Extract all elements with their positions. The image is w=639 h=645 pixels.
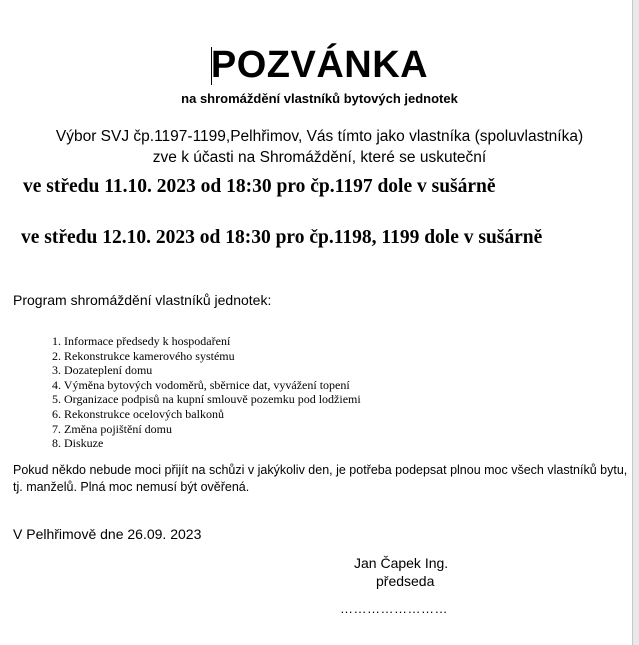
intro-line-1: Výbor SVJ čp.1197-1199,Pelhřimov, Vás tímto jako vlastníka (spoluvlastníka): [55, 128, 584, 145]
document-title: POZVÁNKA: [210, 44, 429, 86]
agenda-list: [52, 334, 361, 451]
agenda-item: 3. Dozateplení domu: [52, 363, 153, 378]
agenda-item: 6. Rekonstrukce ocelových balkonů: [52, 406, 224, 421]
agenda-item: 8. Diskuze: [52, 436, 104, 451]
agenda-item: 5. Organizace podpisů na kupní smlouvě pozemku pod lodžiemi: [52, 392, 361, 407]
proxy-note: Pokud někdo nebude moci přijít na schůzi v jakýkoliv den, je potřeba podepsat plnou moc všech vlastníků bytu, tj. manželů. Plná moc nemusí být ověřená.: [13, 463, 628, 494]
signature-line: ……………………: [340, 601, 448, 616]
meeting-date-1: ve středu 11.10. 2023 od 18:30 pro čp.1197 dole v sušárně: [23, 176, 496, 197]
intro-line-2: zve k účasti na Shromáždění, které se uskuteční: [152, 149, 487, 166]
program-title: Program shromáždění vlastníků jednotek:: [13, 292, 272, 308]
agenda-item: 2. Rekonstrukce kamerového systému: [52, 348, 235, 363]
signatory-name: Jan Čapek Ing.: [354, 555, 449, 571]
agenda-item: 1. Informace předsedy k hospodaření: [52, 334, 231, 348]
agenda-item: 7. Změna pojištění domu: [52, 421, 172, 436]
meeting-date-2: ve středu 12.10. 2023 od 18:30 pro čp.1198, 1199 dole v sušárně: [21, 227, 543, 248]
document-subtitle: na shromáždění vlastníků bytových jednotek: [181, 91, 458, 106]
signatory-role: předseda: [376, 573, 435, 589]
agenda-item: 4. Výměna bytových vodoměrů, sběrnice dat, vyvážení topení: [52, 377, 350, 392]
place-and-date: V Pelhřimově dne 26.09. 2023: [13, 526, 202, 542]
